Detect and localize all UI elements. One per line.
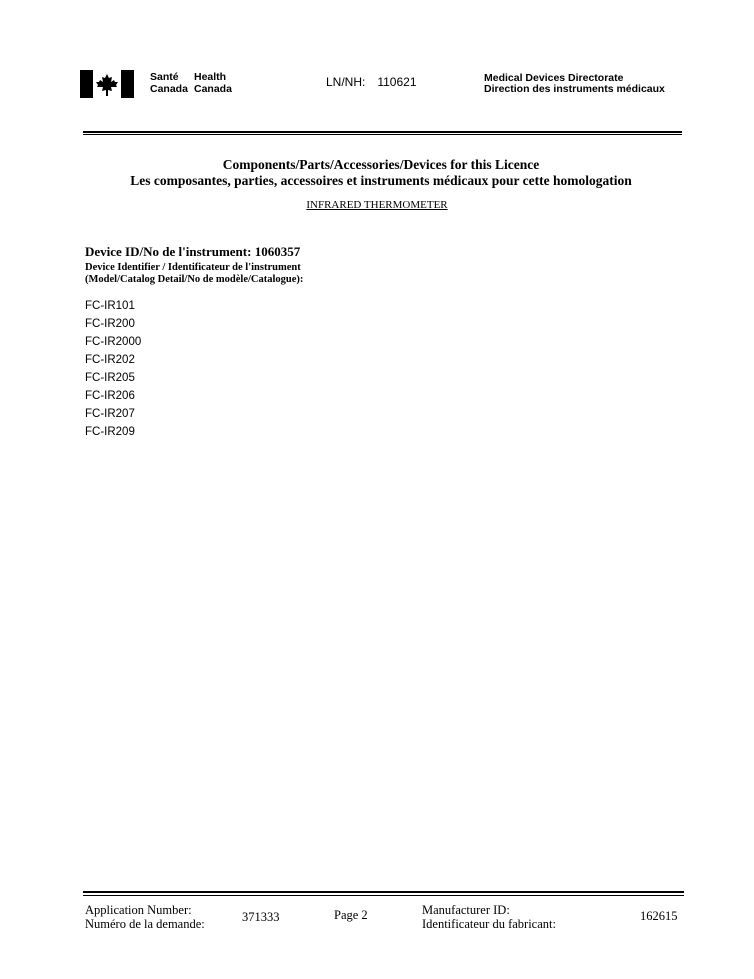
device-identifier-line1: Device Identifier / Identificateur de l'instrument [85, 262, 301, 273]
header-divider [83, 131, 682, 133]
licence-number [326, 75, 417, 89]
application-number-label-en: Application Number: [85, 903, 192, 917]
department-name [150, 71, 232, 95]
model-item: FC-IR2000 [85, 336, 142, 348]
directorate-fr: Direction des instruments médicaux [484, 83, 665, 95]
dept-health: Health [194, 71, 227, 83]
model-item: FC-IR206 [85, 390, 135, 402]
model-item: FC-IR200 [85, 318, 135, 330]
page-title-fr: Les composantes, parties, accessoires et instruments médicaux pour cette homologation [130, 173, 632, 188]
model-item: FC-IR101 [85, 300, 135, 312]
model-item: FC-IR202 [85, 354, 135, 366]
application-number: 371333 [242, 910, 280, 924]
dept-canada-en: Canada [194, 83, 232, 95]
manufacturer-id-label-fr: Identificateur du fabricant: [422, 917, 556, 931]
manufacturer-id-label-en: Manufacturer ID: [422, 903, 510, 917]
page-number: Page 2 [334, 908, 368, 922]
footer-divider [83, 891, 684, 893]
directorate-en: Medical Devices Directorate [484, 72, 624, 84]
model-item: FC-IR207 [85, 408, 135, 420]
model-item: FC-IR205 [85, 372, 135, 384]
canada-flag-logo [80, 70, 134, 98]
model-list [85, 297, 141, 441]
device-identifier-line2: (Model/Catalog Detail/No de modèle/Catalogue): [85, 274, 304, 285]
header-divider-thin [83, 134, 682, 135]
application-number-label-fr: Numéro de la demande: [85, 917, 205, 931]
manufacturer-id: 162615 [640, 909, 678, 923]
device-identifier-heading [85, 262, 303, 286]
dept-canada-fr: Canada [150, 83, 188, 95]
model-item: FC-IR209 [85, 426, 135, 438]
footer-divider-thin [83, 895, 684, 896]
dept-sante: Santé [150, 71, 179, 83]
device-name: INFRARED THERMOMETER [306, 199, 448, 211]
application-number-label [85, 903, 205, 931]
licence-number-label: LN/NH: [326, 75, 366, 89]
licence-number-value: 110621 [377, 75, 417, 89]
manufacturer-id-label [422, 903, 556, 931]
page-title-en: Components/Parts/Accessories/Devices for this Licence [222, 157, 540, 172]
directorate-name [484, 73, 665, 95]
device-id: Device ID/No de l'instrument: 1060357 [85, 244, 301, 259]
